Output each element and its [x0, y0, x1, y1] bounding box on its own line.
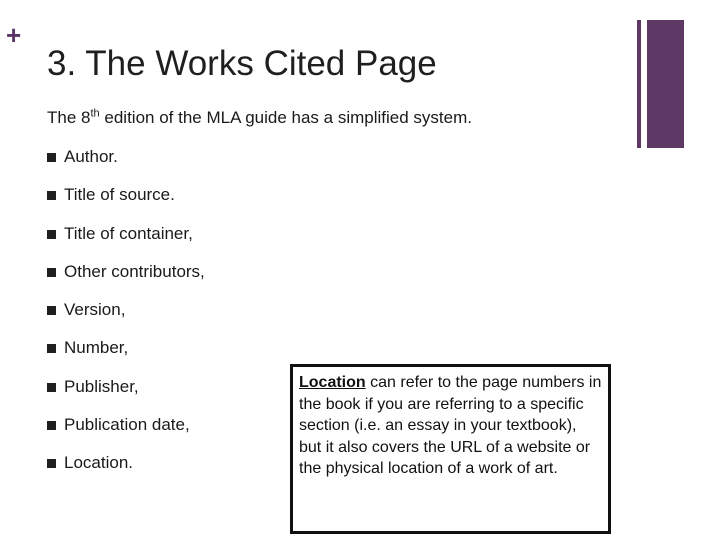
bullet-item-number — [47, 337, 205, 375]
bullet-label: Version, — [64, 300, 126, 319]
bullet-list — [47, 146, 205, 490]
note-keyword: Location — [299, 374, 366, 391]
square-bullet-icon — [47, 153, 56, 162]
bullet-item-version — [47, 299, 205, 337]
square-bullet-icon — [47, 306, 56, 315]
intro-text — [47, 107, 472, 129]
accent-bar-thick — [647, 20, 684, 148]
square-bullet-icon — [47, 230, 56, 239]
plus-icon: + — [6, 20, 22, 50]
location-note-box — [290, 364, 611, 534]
bullet-item-title-of-source — [47, 184, 205, 222]
bullet-item-other-contributors — [47, 261, 205, 299]
bullet-item-publication-date — [47, 414, 205, 452]
slide-title: 3. The Works Cited Page — [47, 44, 437, 83]
square-bullet-icon — [47, 268, 56, 277]
bullet-label: Publisher, — [64, 376, 139, 396]
bullet-label: Publication date, — [64, 414, 190, 434]
square-bullet-icon — [47, 459, 56, 468]
intro-text-after: edition of the MLA guide has a simplified system. — [99, 108, 472, 127]
square-bullet-icon — [47, 421, 56, 430]
note-text: can refer to the page numbers in the book if you are referring to a specific section (i.e. an essay in your textbook), but it also covers the URL of a website or the physical location of a work of art. — [299, 374, 602, 477]
bullet-label: Title of source. — [64, 185, 175, 205]
bullet-label: Other contributors, — [64, 261, 205, 281]
square-bullet-icon — [47, 344, 56, 353]
intro-text-superscript: th — [90, 107, 100, 120]
bullet-label: Location. — [64, 453, 133, 472]
accent-bar-thin — [637, 20, 641, 148]
intro-text-before: The 8 — [47, 108, 91, 127]
bullet-label: Number, — [64, 338, 129, 358]
square-bullet-icon — [47, 383, 56, 392]
bullet-label: Author. — [64, 147, 118, 166]
bullet-item-location — [47, 452, 205, 490]
bullet-item-publisher — [47, 376, 205, 414]
square-bullet-icon — [47, 191, 56, 200]
bullet-label: Title of container, — [64, 223, 193, 243]
bullet-item-author — [47, 146, 205, 184]
bullet-item-title-of-container — [47, 223, 205, 261]
